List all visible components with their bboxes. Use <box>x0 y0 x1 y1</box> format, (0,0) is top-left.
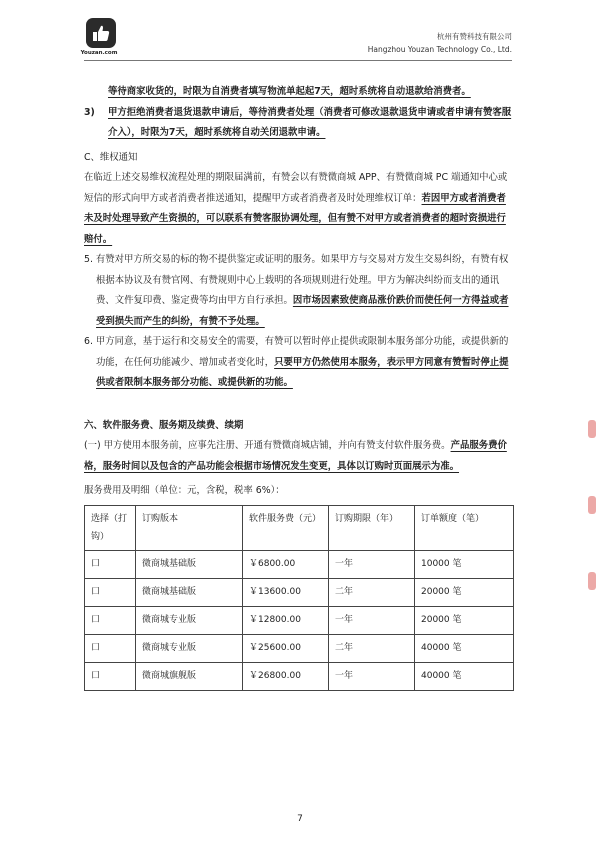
section-c-plain: 在临近上述交易维权流程处理的期限届满前，有赞会以有赞微商城 APP、有赞微商城 PC 端通知中心或短信的形式向甲方或者消费者推送通知，提醒甲方或者消费者及时处理维权订单： <box>84 172 508 204</box>
table-cell-term: 二年 <box>329 634 415 662</box>
item-number: 3) <box>84 106 95 118</box>
table-header-cell: 订购版本 <box>136 505 243 550</box>
table-cell-term: 二年 <box>329 578 415 606</box>
section-6-item-1 <box>84 436 514 477</box>
table-row <box>85 550 514 578</box>
table-cell-version: 微商城基础版 <box>136 578 243 606</box>
section-6-item-1-bold: 产品服务费价格，服务时间以及包含的产品功能会根据市场情况发生变更，具体以订购时页面展示为准。 <box>84 440 507 472</box>
table-header-cell: 订单额度（笔） <box>415 505 514 550</box>
table-header-cell: 软件服务费（元） <box>243 505 329 550</box>
table-cell-term: 一年 <box>329 606 415 634</box>
logo-text: Youzan.com <box>80 50 118 56</box>
table-cell-version: 微商城旗舰版 <box>136 662 243 690</box>
thumbs-up-icon <box>86 18 116 48</box>
table-cell-term: 一年 <box>329 662 415 690</box>
paragraph-item-3 <box>84 103 514 144</box>
table-cell-quota: 20000 笔 <box>415 578 514 606</box>
select-checkbox[interactable]: 口 <box>85 606 136 634</box>
paragraph-5 <box>84 250 514 332</box>
paragraph-5-plain: 5. 有赞对甲方所交易的标的物不提供鉴定或证明的服务。如果甲方与交易对方发生交易纠纷，有赞有权根据本协议及有赞官网、有赞规则中心上载明的各项规则进行处理。甲方为解决纠纷而支出的通讯费、文件复印费、鉴定费等均由甲方自行承担。 <box>84 254 509 306</box>
section-6-item-1-plain: (一) 甲方使用本服务前，应事先注册、开通有赞微商城店铺，并向有赞支付软件服务费。 <box>84 440 451 451</box>
company-name-cn: 杭州有赞科技有限公司 <box>437 32 512 41</box>
table-cell-fee: ￥25600.00 <box>243 634 329 662</box>
table-row <box>85 606 514 634</box>
section-c-text <box>84 168 514 250</box>
table-row <box>85 662 514 690</box>
table-row <box>85 634 514 662</box>
paragraph-6-plain: 6. 甲方同意，基于运行和交易安全的需要，有赞可以暂时停止提供或限制本服务部分功能，或提供新的功能，在任何功能减少、增加或者变化时， <box>84 336 509 368</box>
page-number: 7 <box>297 814 303 824</box>
company-name-en: Hangzhou Youzan Technology Co., Ltd. <box>367 45 512 54</box>
company-info <box>368 30 512 56</box>
seal-stamp-edge <box>588 420 598 648</box>
paragraph-5-bold: 因市场因素致使商品涨价跌价而使任何一方得益或者受到损失而产生的纠纷，有赞不予处理。 <box>96 295 509 327</box>
table-header-cell: 选择（打钩） <box>85 505 136 550</box>
table-cell-quota: 40000 笔 <box>415 662 514 690</box>
section-6-title: 六、软件服务费、服务期及续费、续期 <box>84 419 244 431</box>
table-row <box>85 578 514 606</box>
table-caption: 服务费用及明细（单位：元，含税，税率 6%）： <box>84 485 285 496</box>
paragraph-6-bold: 只要甲方仍然使用本服务，表示甲方同意有赞暂时停止提供或者限制本服务部分功能、或提供新的功能。 <box>96 356 509 388</box>
table-cell-version: 微商城专业版 <box>136 634 243 662</box>
table-cell-quota: 20000 笔 <box>415 606 514 634</box>
section-c-bold: 若因甲方或者消费者未及时处理导致产生资损的，可以联系有赞客服协调处理，但有赞不对甲方或者消费者的超时资损进行赔付。 <box>84 192 506 245</box>
select-checkbox[interactable]: 口 <box>85 634 136 662</box>
paragraph-6 <box>84 332 514 394</box>
section-c-title: C、维权通知 <box>84 151 138 163</box>
table-cell-fee: ￥13600.00 <box>243 578 329 606</box>
table-cell-version: 微商城专业版 <box>136 606 243 634</box>
table-cell-version: 微商城基础版 <box>136 550 243 578</box>
service-fee-table <box>84 505 514 691</box>
item-text: 甲方拒绝消费者退货退款申请后，等待消费者处理（消费者可修改退款退货申请或者申请有赞客服介入），时限为7天，超时系统将自动关闭退款申请。 <box>108 106 512 138</box>
table-cell-fee: ￥26800.00 <box>243 662 329 690</box>
table-header-row <box>85 505 514 550</box>
table-cell-quota: 40000 笔 <box>415 634 514 662</box>
select-checkbox[interactable]: 口 <box>85 662 136 690</box>
table-header-cell: 订购期限（年） <box>329 505 415 550</box>
paragraph-return-timeout: 等待商家收货的，时限为自消费者填写物流单起起7天，超时系统将自动退款给消费者。 <box>108 86 471 97</box>
table-cell-fee: ￥6800.00 <box>243 550 329 578</box>
header-divider <box>84 60 512 61</box>
company-logo <box>80 18 118 56</box>
table-cell-fee: ￥12800.00 <box>243 606 329 634</box>
select-checkbox[interactable]: 口 <box>85 550 136 578</box>
table-cell-quota: 10000 笔 <box>415 550 514 578</box>
document-body <box>84 82 514 691</box>
select-checkbox[interactable]: 口 <box>85 578 136 606</box>
table-cell-term: 一年 <box>329 550 415 578</box>
